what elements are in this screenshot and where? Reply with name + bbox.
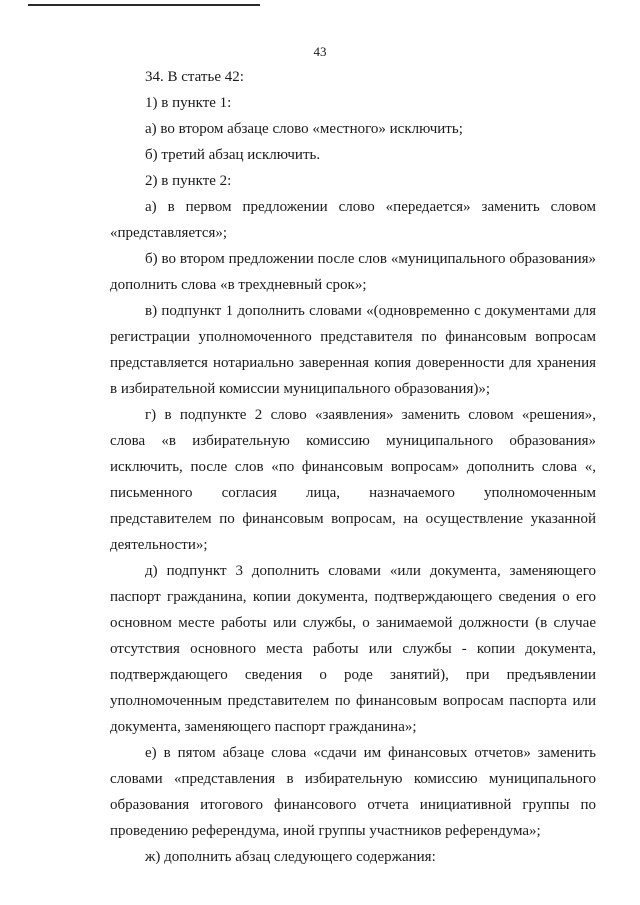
paragraph-subclause-2b: б) во втором предложении после слов «муниципального образования» дополнить слова «в трехдневный срок»; xyxy=(110,251,596,293)
paragraph-subclause-1a: а) во втором абзаце слово «местного» исключить; xyxy=(145,121,463,137)
paragraph-subclause-2d: д) подпункт 3 дополнить словами «или документа, заменяющего паспорт гражданина, копии документа, подтверждающего сведения о его основном месте работы или службы, о занимаемой должности (в случае отсутствия основного места работы или службы - копии документа, подтверждающего сведения о роде занятий), при предъявлении уполномоченным представителем по финансовым вопросам паспорта или документа, заменяющего паспорт гражданина»; xyxy=(110,563,596,735)
paragraph-subclause-2e: е) в пятом абзаце слова «сдачи им финансовых отчетов» заменить словами «представления в избирательную комиссию муниципального образования итогового финансового отчета инициативной группы по проведению референдума, иной группы участников референдума»; xyxy=(110,745,596,839)
page-number: 43 xyxy=(313,44,327,59)
paragraph-clause-1: 1) в пункте 1: xyxy=(145,95,232,111)
paragraph-subclause-2a: а) в первом предложении слово «передается» заменить словом «представляется»; xyxy=(110,199,596,241)
paragraph-subclause-2g: г) в подпункте 2 слово «заявления» заменить словом «решения», слова «в избирательную комиссию муниципального образования» исключить, после слов «по финансовым вопросам» дополнить слова «, письменного согласия лица, назначаемого уполномоченным представителем по финансовым вопросам, на осуществление указанной деятельности»; xyxy=(110,407,596,553)
top-rule xyxy=(28,4,260,6)
document-body xyxy=(110,64,596,870)
paragraph-subclause-2zh: ж) дополнить абзац следующего содержания: xyxy=(145,849,436,865)
paragraph-subclause-1b: б) третий абзац исключить. xyxy=(145,147,321,163)
paragraph-subclause-2v: в) подпункт 1 дополнить словами «(одновременно с документами для регистрации уполномоченного представителя по финансовым вопросам представляется нотариально заверенная копия доверенности для хранения в избирательной комиссии муниципального образования)»; xyxy=(110,303,596,397)
paragraph-clause-2: 2) в пункте 2: xyxy=(145,173,232,189)
paragraph-article-34: 34. В статье 42: xyxy=(145,69,244,85)
